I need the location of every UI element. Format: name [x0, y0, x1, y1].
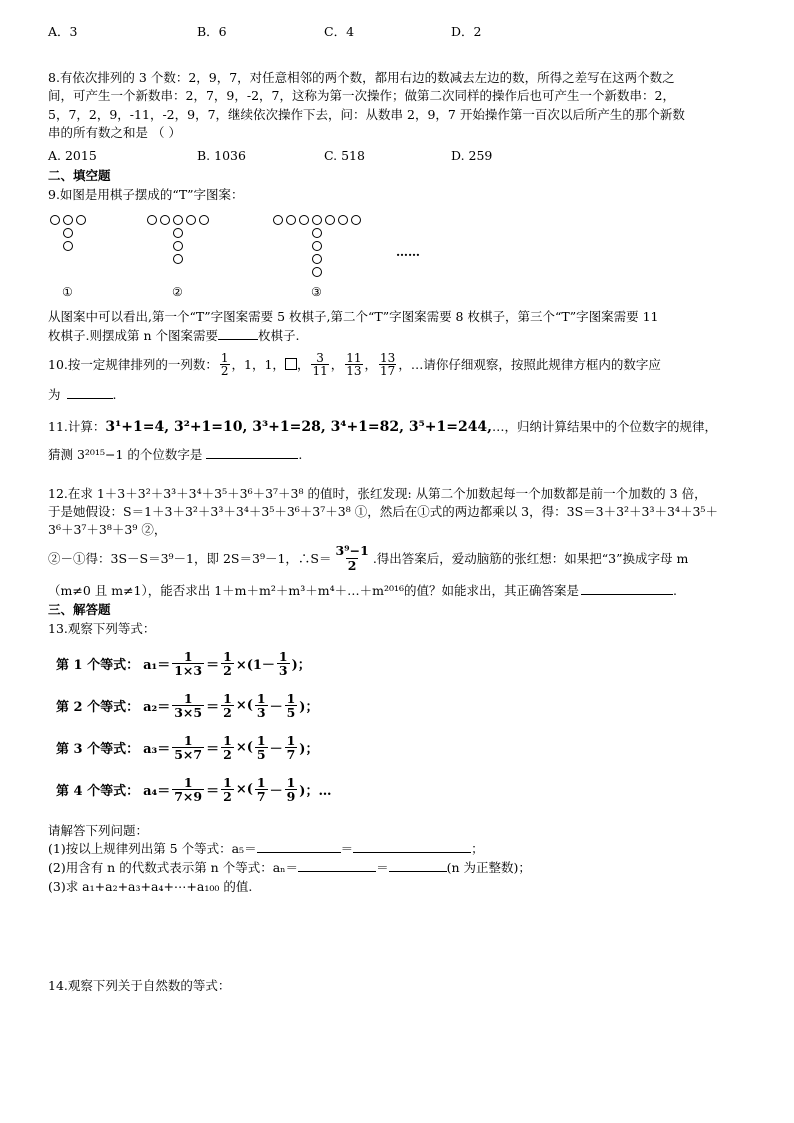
q9-answer-blank[interactable] — [218, 328, 258, 340]
q10-box — [285, 358, 297, 370]
q9-line-2-b: 枚棋子. — [257, 328, 300, 343]
q11-text-d: . — [298, 447, 303, 462]
q9-line-2 — [48, 327, 299, 344]
q9-line-2-a: 枚棋子.则摆成第 n 个图案需要 — [48, 328, 218, 343]
q13-equation-1: 第 1 个等式： a₁＝ 1 1×3 ＝ $\frac{1}{2}$ ×(1－ 1 3 )； — [56, 649, 311, 679]
q7-option-b: B．6 — [197, 24, 227, 39]
t-figure-label-2: ② — [172, 285, 183, 299]
q12-line-2: 于是她假设：S＝1＋3＋3²＋3³＋3⁴＋3⁵＋3⁶＋3⁷＋3⁸ ①，然后在①式的两边都乘以 3，得：3S＝3＋3²＋3³＋3⁴＋3⁵＋ — [48, 504, 718, 519]
section-heading-solve: 三、解答题 — [48, 602, 111, 617]
q10-line-2 — [48, 386, 117, 403]
q13-equation-4: 第 4 个等式： a₄＝ 1 7×9 ＝ $\frac{1}{2}$ ×( 1 7 － 1 9 )；… — [56, 775, 332, 805]
q8-option-b: B. 1036 — [197, 148, 246, 163]
q14-intro: 14.观察下列关于自然数的等式： — [48, 978, 231, 993]
q12-text-5b: . — [673, 583, 678, 598]
q10-text-d: . — [112, 387, 117, 402]
q10-text-c: 为 — [48, 387, 61, 402]
q10-text-a: 10.按一定规律排列的一列数： — [48, 357, 218, 372]
q13-part1-blank-2[interactable] — [353, 841, 471, 853]
q13-intro: 13.观察下列等式： — [48, 621, 156, 636]
t-figure-2 — [148, 216, 209, 264]
q10-fraction-2: $\frac{3}{11}$ — [312, 350, 328, 378]
q10-text-b: ，…请你仔细观察，按照此规律方框内的数字应 — [398, 357, 661, 372]
q13-ask: 请解答下列问题： — [48, 823, 149, 838]
q13-part2-blank-1[interactable] — [298, 860, 376, 872]
q12-line-1: 12.在求 1＋3＋3²＋3³＋3⁴＋3⁵＋3⁶＋3⁷＋3⁸ 的值时，张红发现: 从第二个加数起每一个加数都是前一个加数的 3 倍， — [48, 486, 707, 501]
q8-line-3: 5，7，2，9，-11，-2，9，7，继续依次操作下去，问：从数串 2，9，7 开始操作第一百次以后所产生的那个新数 — [48, 107, 685, 122]
q10-text-mid: ，1，1， — [231, 357, 285, 372]
q11-expression: 3¹+1=4, 3²+1=10, 3³+1=28, 3⁴+1=82, 3⁵+1=244, — [105, 419, 493, 435]
t-figure-ellipsis: …… — [396, 245, 420, 259]
q10-line-1: 10.按一定规律排列的一列数： $\frac{1}{2}$ ，1，1， ， $\frac{3}{11}$ ， $\frac{11}{13}$ ， $\frac{13}{17}$ ，…请你仔细观察，按照此规律方框内的数字应 — [48, 350, 661, 378]
q12-line-5 — [48, 582, 677, 599]
q8-option-a: A. 2015 — [48, 148, 97, 163]
q12-text-4b: .得出答案后，爱动脑筋的张红想：如果把“3”换成字母 m — [372, 551, 689, 566]
q12-text-4a: ②－①得：3S－S＝3⁹－1，即 2S＝3⁹－1，∴S＝ — [48, 551, 332, 566]
q11-answer-blank[interactable] — [206, 447, 298, 459]
q13-part-3: (3)求 a₁+a₂+a₃+a₄+⋯+a₁₀₀ 的值. — [48, 879, 253, 894]
q13-equation-2: 第 2 个等式： a₂＝ 1 3×5 ＝ $\frac{1}{2}$ ×( 1 3 － 1 5 )； — [56, 691, 319, 721]
section-heading-fill-in: 二、填空题 — [48, 168, 111, 183]
q9-line-1: 从图案中可以看出,第一个“T”字图案需要 5 枚棋子,第二个“T”字图案需要 8 枚棋子，第三个“T”字图案需要 11 — [48, 309, 659, 324]
t-figure-label-3: ③ — [311, 285, 322, 299]
t-shape-figures — [44, 208, 464, 300]
q7-option-d: D．2 — [451, 24, 482, 39]
q9-intro: 9.如图是用棋子摆成的“T”字图案： — [48, 187, 244, 202]
q11-line-1 — [48, 418, 717, 436]
q8-line-2: 间，可产生一个新数串：2，7，9，-2，7，这称为第一次操作；做第二次同样的操作后也可产生一个新数串：2， — [48, 88, 675, 103]
q10-fraction-3: $\frac{11}{13}$ — [346, 350, 362, 378]
q12-text-5a: （m≠0 且 m≠1），能否求出 1＋m＋m²＋m³＋m⁴＋…＋m²⁰¹⁶的值？如能求出，其正确答案是 — [48, 583, 580, 598]
q11-text-b: …，归纳计算结果中的个位数字的规律， — [492, 419, 718, 434]
q13-part-2: (2)用含有 n 的代数式表示第 n 个等式：aₙ＝ ＝ (n 为正整数)； — [48, 860, 531, 875]
q12-line-4 — [48, 542, 688, 574]
q13-equation-3: 第 3 个等式： a₃＝ 1 5×7 ＝ $\frac{1}{2}$ ×( 1 5 － 1 7 )； — [56, 733, 319, 763]
q13-part-1: (1)按以上规律列出第 5 个等式：a₅＝ ＝ ； — [48, 841, 484, 856]
q8-line-4: 串的所有数之和是 （ ） — [48, 125, 181, 140]
q7-option-c: C．4 — [324, 24, 355, 39]
t-figure-3 — [274, 216, 361, 277]
t-figure-1 — [51, 216, 86, 251]
q8-option-c: C. 518 — [324, 148, 365, 163]
q13-part2-blank-2[interactable] — [389, 860, 447, 872]
q7-option-a: A．3 — [48, 24, 78, 39]
q11-line-2 — [48, 446, 302, 463]
q8-option-d: D. 259 — [451, 148, 493, 163]
q13-part1-blank-1[interactable] — [257, 841, 341, 853]
q8-line-1: 8.有依次排列的 3 个数：2，9，7，对任意相邻的两个数，都用右边的数减去左边的数，所得之差写在这两个数之 — [48, 70, 675, 85]
q10-fraction-1: $\frac{1}{2}$ — [220, 350, 229, 378]
q12-line-3: 3⁶＋3⁷＋3⁸＋3⁹ ②， — [48, 522, 167, 537]
q11-text-a: 11.计算： — [48, 419, 106, 434]
q12-fraction: 3⁹−1 2 — [335, 543, 369, 573]
q10-fraction-4: $\frac{13}{17}$ — [380, 350, 396, 378]
q12-answer-blank[interactable] — [581, 583, 673, 595]
q10-answer-blank[interactable] — [67, 387, 113, 399]
t-figure-label-1: ① — [62, 285, 73, 299]
q11-text-c: 猜测 3²⁰¹⁵−1 的个位数字是 — [48, 447, 203, 462]
